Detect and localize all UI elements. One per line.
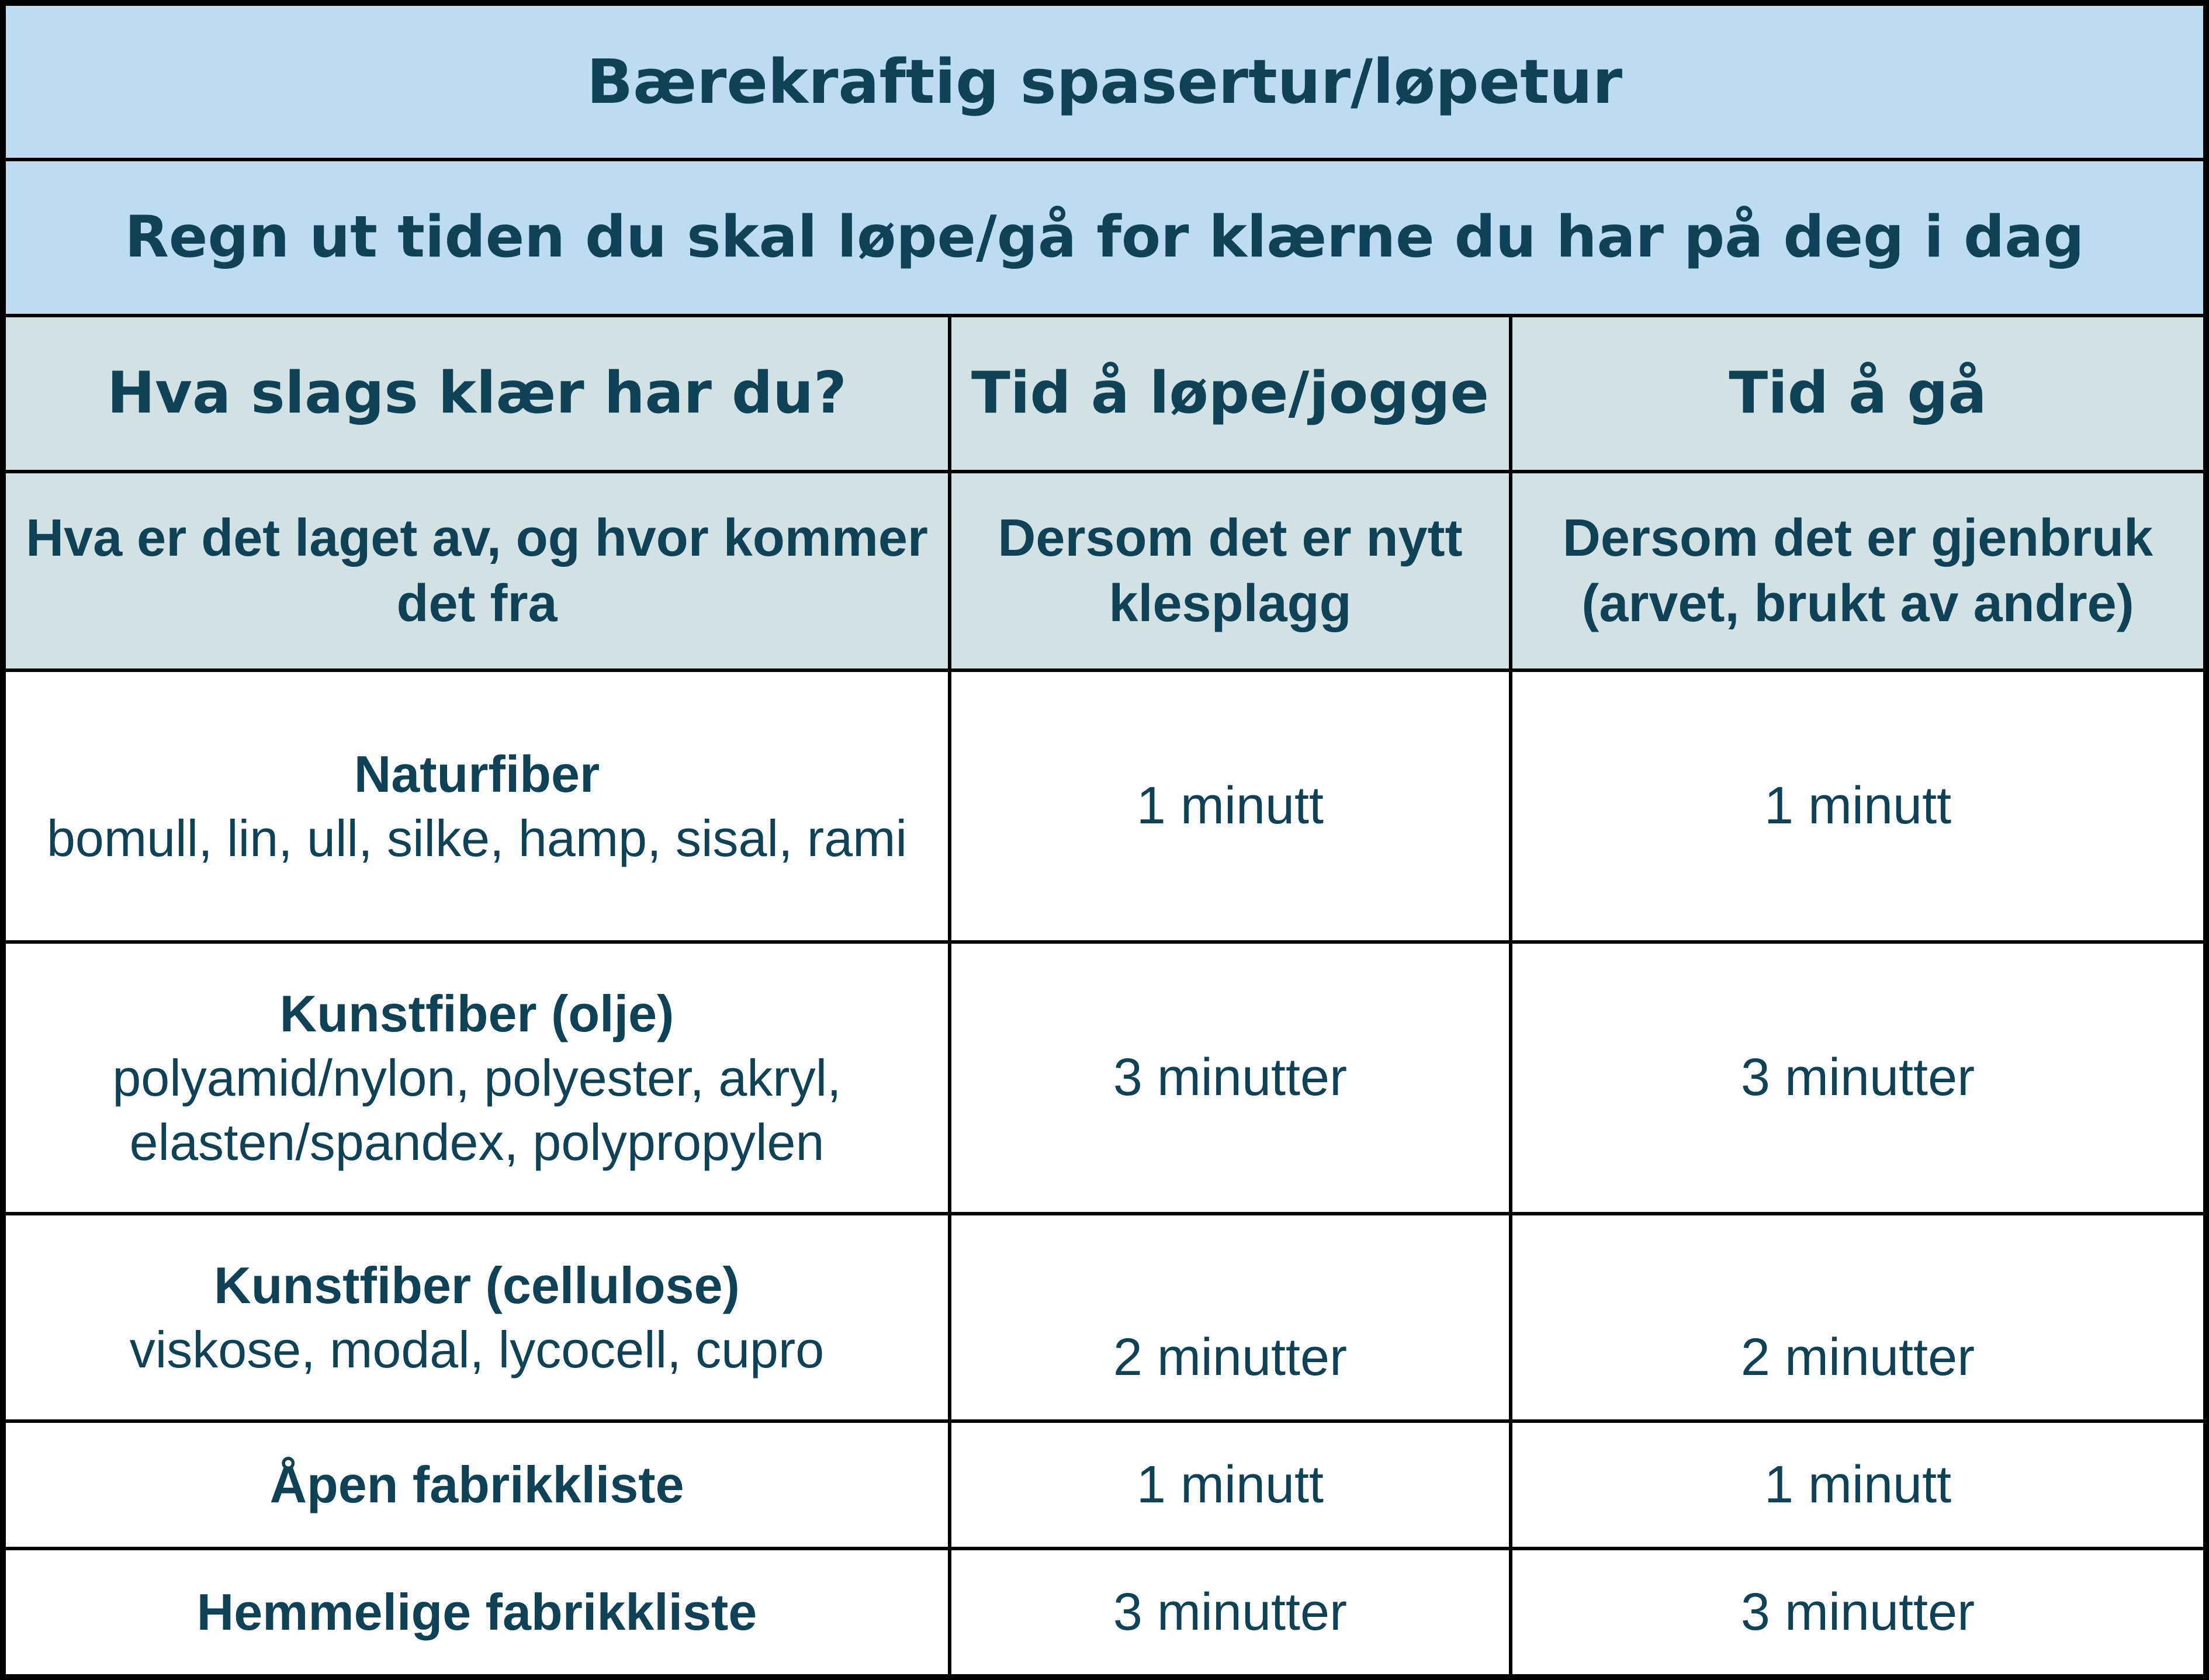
column-subheader-clothes: Hva er det laget av, og hvor kommer det fra	[6, 472, 950, 670]
column-header-walk: Tid å gå	[1511, 316, 2203, 472]
column-header-row	[6, 316, 2203, 472]
column-header-run: Tid å løpe/jogge	[950, 316, 1511, 472]
column-subheader-walk: Dersom det er gjenbruk (arvet, brukt av andre)	[1511, 472, 2203, 670]
category-name: Naturfiber	[354, 744, 600, 803]
column-subheader-row	[6, 472, 2203, 670]
table-row	[6, 1549, 2203, 1674]
category-cell	[6, 942, 950, 1214]
category-description: bomull, lin, ull, silke, hamp, sisal, rami	[46, 809, 908, 867]
run-time: 2 minutter	[950, 1214, 1511, 1421]
table-row	[6, 1421, 2203, 1549]
category-name: Kunstfiber (olje)	[279, 984, 674, 1042]
run-time: 3 minutter	[950, 942, 1511, 1214]
walk-time: 2 minutter	[1511, 1214, 2203, 1421]
table-subtitle: Regn ut tiden du skal løpe/gå for klærne du har på deg i dag	[6, 160, 2203, 316]
run-time: 3 minutter	[950, 1549, 1511, 1674]
table-row	[6, 670, 2203, 942]
category-name: Hemmelige fabrikkliste	[196, 1583, 757, 1641]
subtitle-row	[6, 160, 2203, 316]
category-name: Kunstfiber (cellulose)	[214, 1256, 740, 1314]
table-row	[6, 942, 2203, 1214]
category-description: viskose, modal, lycocell, cupro	[129, 1320, 825, 1378]
title-row	[6, 6, 2203, 160]
column-subheader-run: Dersom det er nytt klesplagg	[950, 472, 1511, 670]
run-time: 1 minutt	[950, 1421, 1511, 1549]
category-cell	[6, 670, 950, 942]
column-header-clothes: Hva slags klær har du?	[6, 316, 950, 472]
category-cell	[6, 1549, 950, 1674]
walk-time: 1 minutt	[1511, 1421, 2203, 1549]
table-row	[6, 1214, 2203, 1421]
table-title: Bærekraftig spasertur/løpetur	[6, 6, 2203, 160]
category-cell	[6, 1214, 950, 1421]
category-cell	[6, 1421, 950, 1549]
category-description: polyamid/nylon, polyester, akryl, elasten/spandex, polypropylen	[112, 1048, 842, 1171]
category-name: Åpen fabrikkliste	[269, 1456, 684, 1513]
run-time: 1 minutt	[950, 670, 1511, 942]
walk-time: 1 minutt	[1511, 670, 2203, 942]
walk-time: 3 minutter	[1511, 942, 2203, 1214]
walk-time: 3 minutter	[1511, 1549, 2203, 1674]
data-table	[6, 6, 2203, 1674]
